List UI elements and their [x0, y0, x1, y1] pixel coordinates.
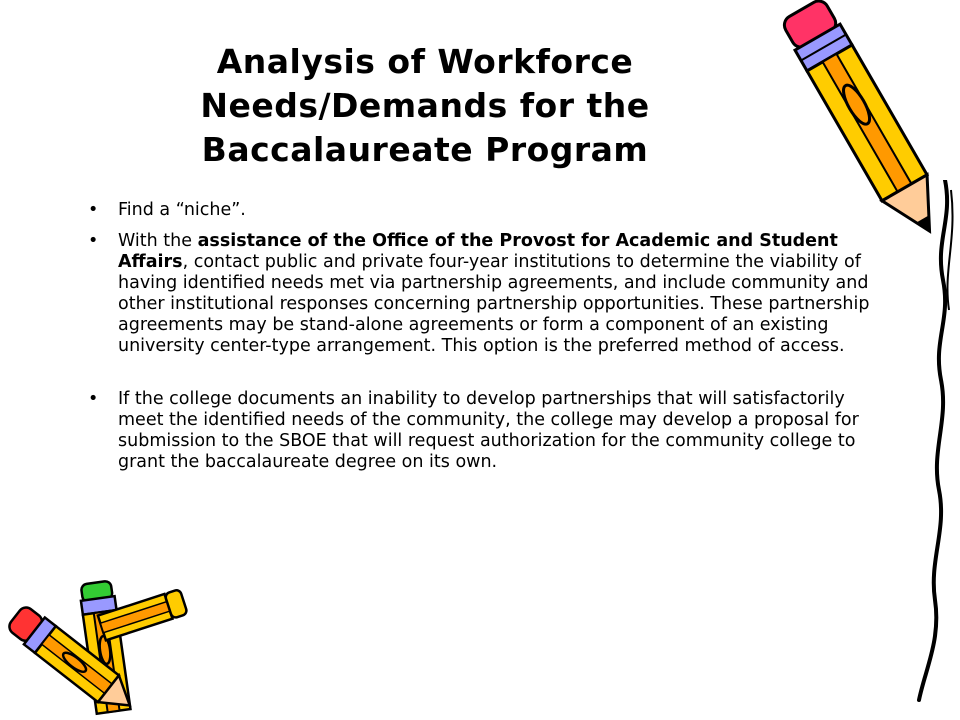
bullet-item-partnership — [82, 231, 882, 357]
bullet-dot: • — [88, 231, 99, 251]
bullet-list — [82, 200, 882, 483]
bullet-item-niche — [82, 200, 882, 221]
bullet-text: Find a “niche”. — [118, 200, 246, 220]
bullet-bold-text: assistance of the Office of the Provost for Academic and Student Affairs — [118, 231, 838, 272]
bullet-text: , contact public and private four-year institutions to determine the viability of having identified needs met via partnership agreements, and include community and other institutional responses concerning partnership opportunities. These partnership agreements may be stand-alone agreements or form a component of an existing university center-type arrangement. This option is the preferred method of access. — [118, 252, 870, 356]
slide-title: Analysis of Workforce Needs/Demands for the Baccalaureate Program — [200, 42, 650, 169]
pencil-icon-bottom-left-red — [0, 600, 140, 720]
bullet-dot: • — [88, 200, 99, 220]
bullet-item-proposal — [82, 389, 882, 473]
squiggle-line-right — [905, 180, 960, 720]
bullet-dot: • — [88, 389, 99, 409]
bullet-text: If the college documents an inability to develop partnerships that will satisfactorily meet the identified needs of the community, the college may develop a proposal for submission to the SBOE that will request authorization for the community college to grant the baccalaureate degree on its own. — [118, 389, 859, 472]
bullet-lead: With the — [118, 231, 198, 251]
